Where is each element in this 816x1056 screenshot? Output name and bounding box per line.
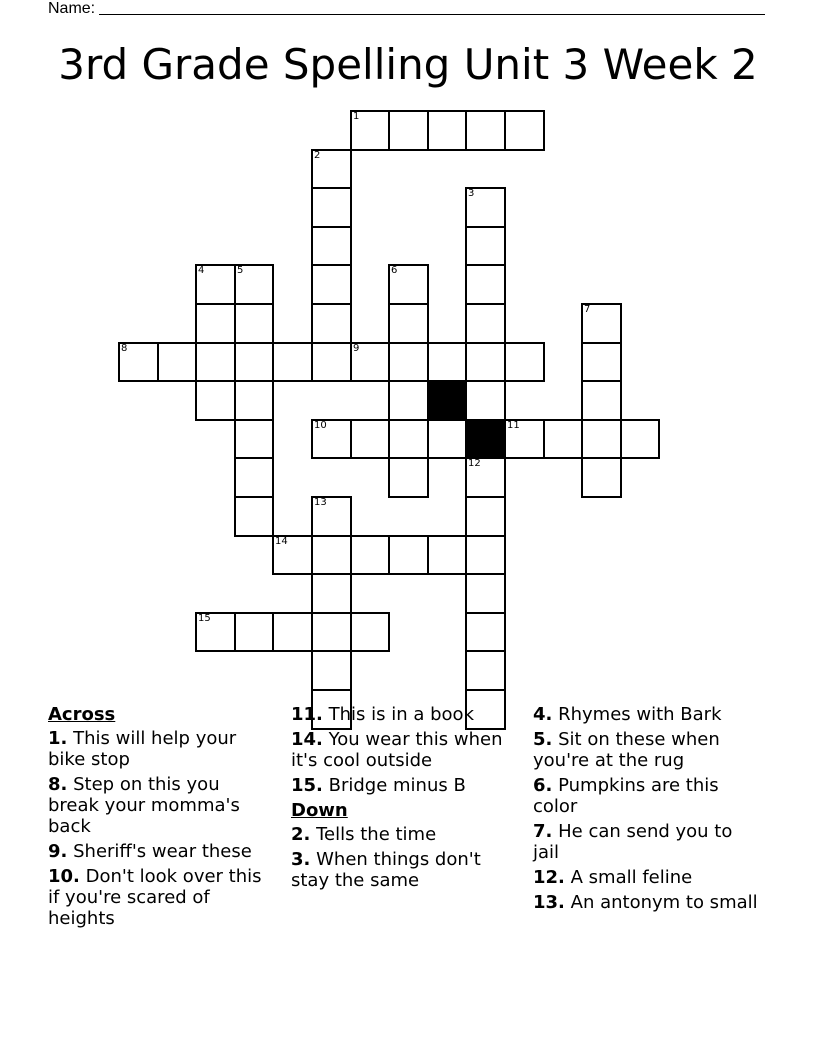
crossword-cell[interactable] <box>272 535 313 575</box>
clue-text: A small feline <box>570 867 693 888</box>
clue-text: Don't look over this if you're scared of heights <box>48 866 262 929</box>
crossword-cell[interactable] <box>504 110 545 151</box>
crossword-cell[interactable] <box>388 535 429 575</box>
clue-number-label: 12. <box>533 867 565 888</box>
clue-number-label: 6. <box>533 775 553 796</box>
crossword-cell[interactable] <box>234 612 274 652</box>
clue-text: He can send you to jail <box>533 821 733 863</box>
crossword-cell[interactable] <box>388 457 429 498</box>
crossword-cell[interactable] <box>427 535 467 575</box>
crossword-cell[interactable] <box>465 380 506 421</box>
clue-number-label: 8. <box>48 774 68 795</box>
clue-number-label: 14. <box>291 729 323 750</box>
down-heading: Down <box>291 800 348 821</box>
crossword-cell[interactable] <box>388 110 429 151</box>
across-clue <box>48 841 276 862</box>
crossword-cell[interactable] <box>465 650 506 691</box>
crossword-cell[interactable] <box>195 264 236 305</box>
crossword-cell[interactable] <box>311 149 352 189</box>
across-clue <box>291 704 519 725</box>
name-label: Name: <box>48 0 96 17</box>
clue-number: 2 <box>314 150 321 161</box>
down-clue <box>533 821 761 863</box>
clue-number: 6 <box>391 265 398 276</box>
crossword-cell[interactable] <box>195 380 236 421</box>
crossword-cell[interactable] <box>311 496 352 537</box>
clue-number-label: 2. <box>291 824 311 845</box>
crossword-cell[interactable] <box>195 612 236 652</box>
crossword-cell[interactable] <box>581 303 622 344</box>
crossword-cell[interactable] <box>234 303 274 344</box>
clue-text: This will help your bike stop <box>48 728 237 770</box>
down-clue <box>533 867 761 888</box>
across-heading: Across <box>48 704 116 725</box>
crossword-cell[interactable] <box>465 535 506 575</box>
crossword-cell[interactable] <box>311 264 352 305</box>
crossword-cell[interactable] <box>350 535 390 575</box>
crossword-cell[interactable] <box>427 342 467 382</box>
clue-number: 8 <box>121 343 128 354</box>
down-clue <box>291 824 519 845</box>
crossword-cell[interactable] <box>465 187 506 228</box>
clue-number: 4 <box>198 265 205 276</box>
clue-number: 13 <box>314 497 327 508</box>
crossword-cell[interactable] <box>388 342 429 382</box>
across-clue <box>48 866 276 929</box>
crossword-cell[interactable] <box>388 303 429 344</box>
crossword-cell[interactable] <box>581 342 622 382</box>
clue-text: Step on this you break your momma's back <box>48 774 240 837</box>
clue-text: Sheriff's wear these <box>73 841 252 862</box>
crossword-cell[interactable] <box>234 496 274 537</box>
crossword-cell[interactable] <box>465 612 506 652</box>
crossword-cell[interactable] <box>350 342 390 382</box>
crossword-cell[interactable] <box>311 573 352 614</box>
clue-column-3 <box>533 704 761 917</box>
clue-text: Sit on these when you're at the rug <box>533 729 720 771</box>
clue-number-label: 10. <box>48 866 80 887</box>
clue-text: This is in a book <box>328 704 474 725</box>
crossword-cell[interactable] <box>118 342 159 382</box>
crossword-block <box>427 380 467 421</box>
down-clue <box>533 729 761 771</box>
down-clue <box>533 892 761 913</box>
clue-number-label: 15. <box>291 775 323 796</box>
crossword-cell[interactable] <box>388 380 429 421</box>
clue-text: When things don't stay the same <box>291 849 481 891</box>
crossword-cell[interactable] <box>620 419 660 459</box>
clue-number-label: 11. <box>291 704 323 725</box>
crossword-cell[interactable] <box>272 342 313 382</box>
clue-column-1 <box>48 704 276 933</box>
down-clue <box>533 775 761 817</box>
crossword-cell[interactable] <box>465 303 506 344</box>
crossword-cell[interactable] <box>311 535 352 575</box>
crossword-cell[interactable] <box>465 457 506 498</box>
crossword-cell[interactable] <box>234 457 274 498</box>
clue-number: 14 <box>275 536 288 547</box>
crossword-cell[interactable] <box>311 650 352 691</box>
across-clue <box>48 728 276 770</box>
crossword-cell[interactable] <box>581 419 622 459</box>
crossword-cell[interactable] <box>234 342 274 382</box>
crossword-cell[interactable] <box>388 264 429 305</box>
crossword-cell[interactable] <box>465 342 506 382</box>
crossword-cell[interactable] <box>311 226 352 266</box>
clue-text: Rhymes with Bark <box>558 704 722 725</box>
crossword-cell[interactable] <box>465 573 506 614</box>
clue-number-label: 7. <box>533 821 553 842</box>
crossword-cell[interactable] <box>465 496 506 537</box>
clue-number: 1 <box>353 111 360 122</box>
crossword-cell[interactable] <box>234 419 274 459</box>
clue-number: 5 <box>237 265 244 276</box>
across-clue <box>291 775 519 796</box>
clue-number-label: 5. <box>533 729 553 750</box>
clue-number-label: 1. <box>48 728 68 749</box>
crossword-cell[interactable] <box>311 612 352 652</box>
crossword-block <box>465 419 506 459</box>
page-title: 3rd Grade Spelling Unit 3 Week 2 <box>58 40 758 89</box>
crossword-cell[interactable] <box>311 419 352 459</box>
crossword-cell[interactable] <box>427 419 467 459</box>
clue-number: 9 <box>353 343 360 354</box>
down-clue <box>291 849 519 891</box>
clue-number: 11 <box>507 420 520 431</box>
crossword-cell[interactable] <box>311 187 352 228</box>
down-clue <box>533 704 761 725</box>
crossword-cell[interactable] <box>465 264 506 305</box>
crossword-cell[interactable] <box>234 264 274 305</box>
crossword-cell[interactable] <box>350 110 390 151</box>
clue-text: An antonym to small <box>570 892 758 913</box>
clue-number-label: 13. <box>533 892 565 913</box>
clue-number-label: 4. <box>533 704 553 725</box>
crossword-cell[interactable] <box>581 380 622 421</box>
clue-number: 10 <box>314 420 327 431</box>
clue-text: Tells the time <box>316 824 437 845</box>
clue-number-label: 3. <box>291 849 311 870</box>
crossword-cell[interactable] <box>504 419 545 459</box>
crossword-cell[interactable] <box>272 612 313 652</box>
crossword-cell[interactable] <box>465 226 506 266</box>
crossword-cell[interactable] <box>543 419 583 459</box>
crossword-cell[interactable] <box>388 419 429 459</box>
clue-text: You wear this when it's cool outside <box>291 729 503 771</box>
crossword-cell[interactable] <box>195 303 236 344</box>
crossword-cell[interactable] <box>504 342 545 382</box>
clue-column-2 <box>291 704 519 895</box>
crossword-cell[interactable] <box>195 342 236 382</box>
crossword-cell[interactable] <box>157 342 197 382</box>
crossword-cell[interactable] <box>581 457 622 498</box>
crossword-cell[interactable] <box>465 110 506 151</box>
crossword-cell[interactable] <box>427 110 467 151</box>
crossword-cell[interactable] <box>234 380 274 421</box>
crossword-cell[interactable] <box>311 303 352 344</box>
clue-number: 12 <box>468 458 481 469</box>
clue-text: Bridge minus B <box>328 775 466 796</box>
clue-number: 7 <box>584 304 591 315</box>
clue-number: 15 <box>198 613 211 624</box>
crossword-cell[interactable] <box>350 419 390 459</box>
across-clue <box>48 774 276 837</box>
clue-number-label: 9. <box>48 841 68 862</box>
crossword-cell[interactable] <box>311 342 352 382</box>
across-clue <box>291 729 519 771</box>
clue-number: 3 <box>468 188 475 199</box>
clue-text: Pumpkins are this color <box>533 775 719 817</box>
crossword-cell[interactable] <box>350 612 390 652</box>
